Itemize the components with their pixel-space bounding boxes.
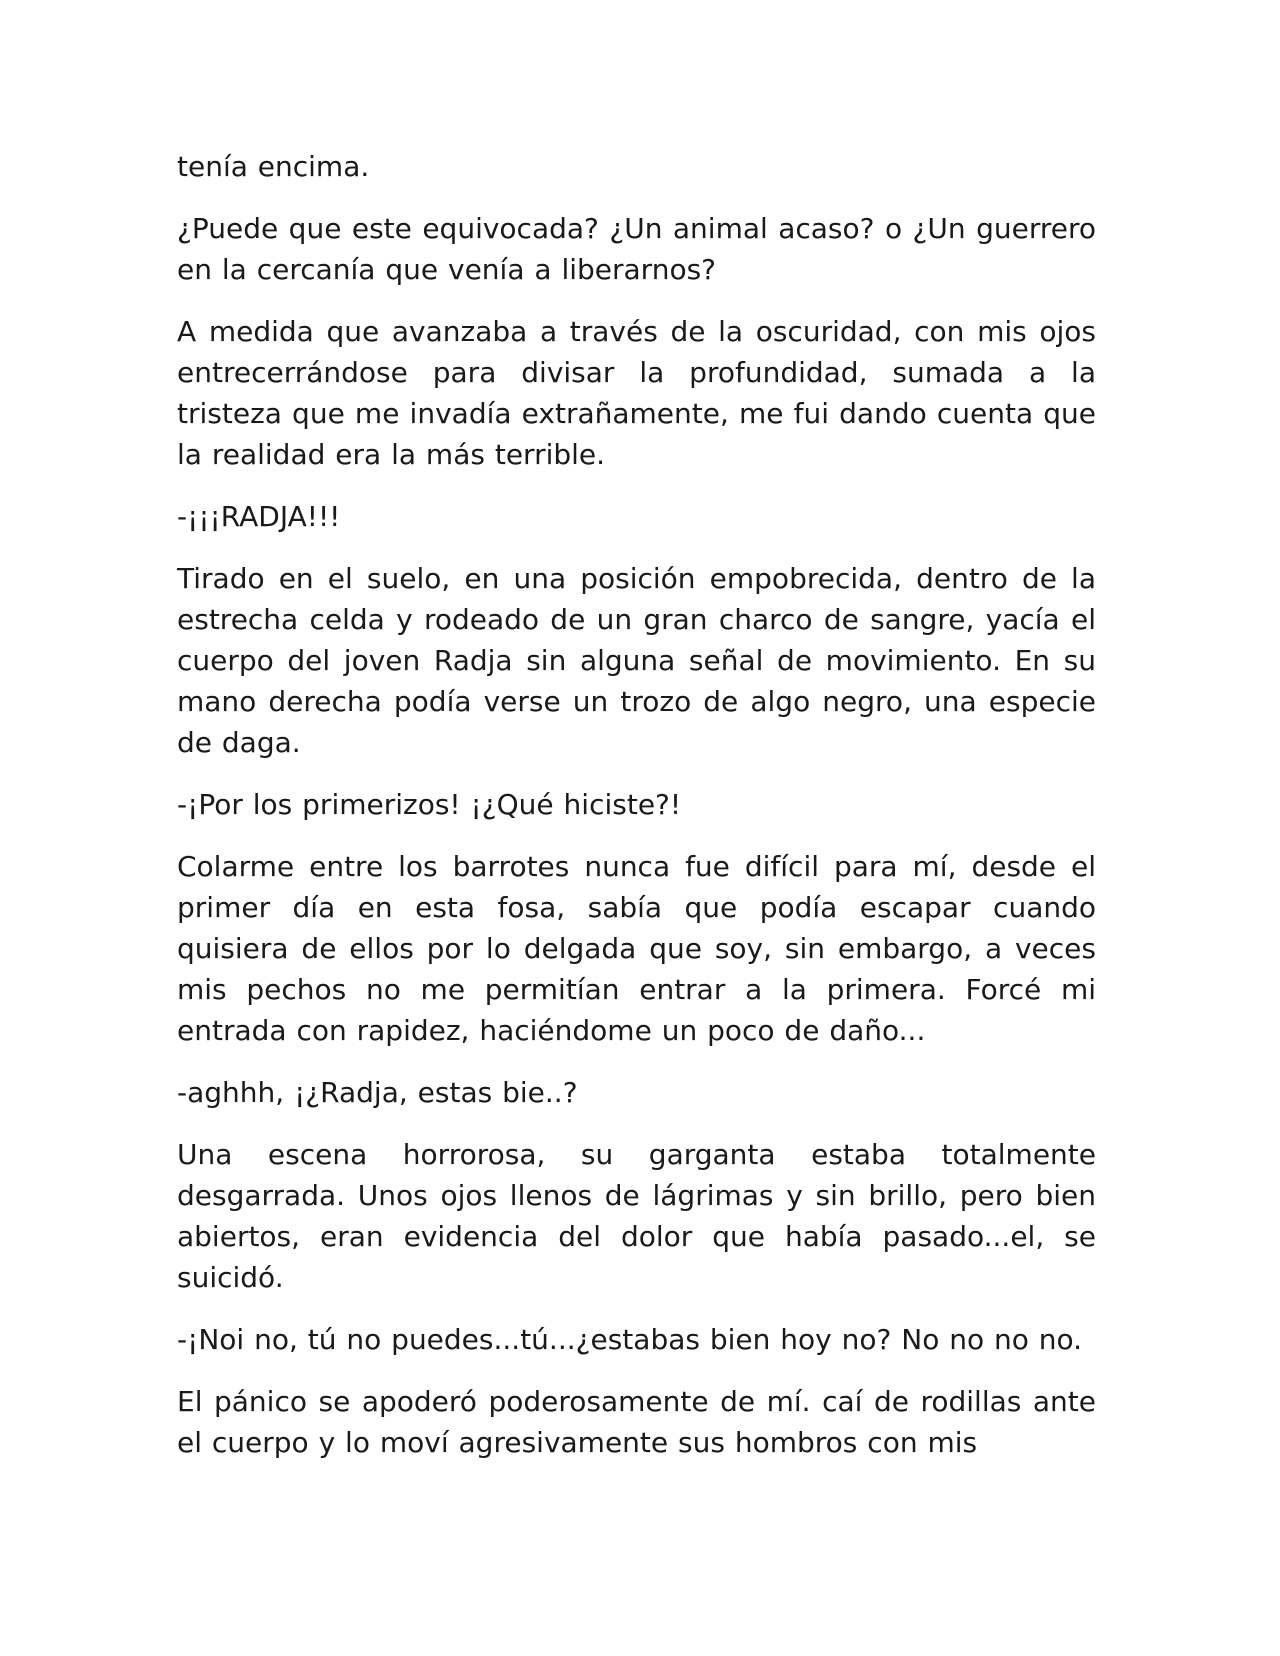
paragraph-10-dialogue: -¡Noi no, tú no puedes...tú...¿estabas bien hoy no? No no no no.: [177, 1323, 1083, 1356]
text-body: [177, 146, 1096, 1484]
paragraph-8-dialogue: -aghhh, ¡¿Radja, estas bie..?: [177, 1076, 578, 1109]
paragraph-1: tenía encima.: [177, 150, 370, 183]
paragraph-9: Una escena horrorosa, su garganta estaba totalmente desgarrada. Unos ojos llenos de lágrimas y sin brillo, pero bien abiertos, eran evidencia del dolor que había pasado...el, se suicidó.: [177, 1138, 1096, 1294]
paragraph-6-dialogue: -¡Por los primerizos! ¡¿Qué hiciste?!: [177, 788, 682, 821]
paragraph-7: Colarme entre los barrotes nunca fue difícil para mí, desde el primer día en esta fosa, sabía que podía escapar cuando quisiera de ellos por lo delgada que soy, sin embargo, a veces mis pechos no me permitían entrar a la primera. Forcé mi entrada con rapidez, haciéndome un poco de daño...: [177, 850, 1096, 1047]
paragraph-2: ¿Puede que este equivocada? ¿Un animal acaso? o ¿Un guerrero en la cercanía que venía a liberarnos?: [177, 212, 1096, 286]
paragraph-4-dialogue: -¡¡¡RADJA!!!: [177, 500, 341, 533]
paragraph-3: A medida que avanzaba a través de la oscuridad, con mis ojos entrecerrándose para divisar la profundidad, sumada a la tristeza que me invadía extrañamente, me fui dando cuenta que la realidad era la más terrible.: [177, 315, 1096, 471]
paragraph-5: Tirado en el suelo, en una posición empobrecida, dentro de la estrecha celda y rodeado de un gran charco de sangre, yacía el cuerpo del joven Radja sin alguna señal de movimiento. En su mano derecha podía verse un trozo de algo negro, una especie de daga.: [177, 562, 1096, 759]
paragraph-11: El pánico se apoderó poderosamente de mí. caí de rodillas ante el cuerpo y lo moví agresivamente sus hombros con mis: [177, 1385, 1096, 1459]
